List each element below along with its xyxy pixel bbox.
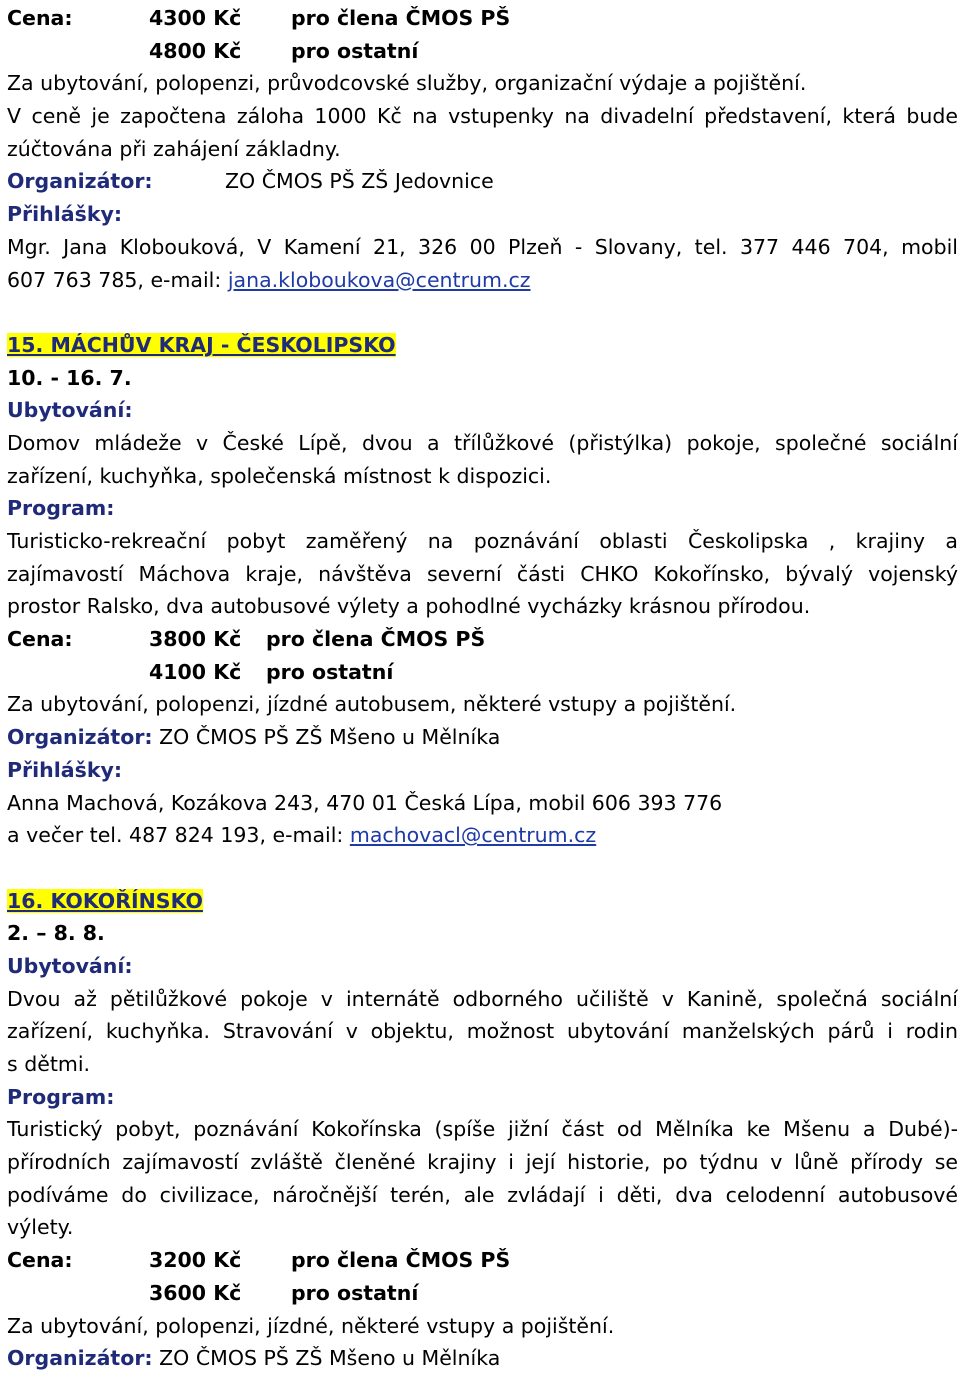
accommodation-label: Ubytování: bbox=[7, 398, 133, 423]
organizer-value: ZO ČMOS PŠ ZŠ Mšeno u Mělníka bbox=[152, 725, 501, 750]
program-line-2: přírodních zajímavostí zvláště členěné krajiny i její historie, po týdnu v lůně přírody se bbox=[7, 1150, 958, 1175]
organizer-row bbox=[7, 165, 958, 198]
cost-note: Za ubytování, polopenzi, průvodcovské služby, organizační výdaje a pojištění. bbox=[7, 71, 807, 96]
accommodation-line-2: zařízení, kuchyňka. Stravování v objektu, možnost ubytování manželských párů i rodin bbox=[7, 1019, 958, 1044]
price-other: 3600 Kč bbox=[149, 1280, 242, 1305]
price-row-member bbox=[7, 2, 958, 35]
cost-note: Za ubytování, polopenzi, jízdné autobusem, některé vstupy a pojištění. bbox=[7, 692, 737, 717]
price-member-note: pro člena ČMOS PŠ bbox=[291, 6, 511, 30]
program-label: Program: bbox=[7, 1084, 115, 1109]
deposit-line-1: V ceně je započtena záloha 1000 Kč na vstupenky na divadelní představení, která bude bbox=[7, 104, 958, 129]
price-label: Cena: bbox=[7, 6, 73, 30]
price-member: 4300 Kč bbox=[149, 6, 242, 30]
program-label: Program: bbox=[7, 496, 115, 521]
price-row-other bbox=[7, 656, 958, 689]
accommodation-line-1: Domov mládeže v České Lípě, dvou a třílůžkové (přistýlka) pokoje, společné sociální bbox=[7, 430, 958, 455]
program-line-3: podíváme do civilizace, náročnější terén, ale zvládají i děti, dva celodenní autobusové bbox=[7, 1182, 958, 1207]
section-title: 15. MÁCHŮV KRAJ - ČESKOLIPSKO bbox=[7, 332, 396, 357]
price-row-member bbox=[7, 1244, 958, 1277]
price-member: 3200 Kč bbox=[149, 1248, 242, 1273]
price-row-member bbox=[7, 623, 958, 656]
price-label: Cena: bbox=[7, 1248, 73, 1273]
program-line-1: Turistický pobyt, poznávání Kokořínska (spíše jižní část od Mělníka ke Mšenu a Dubé)- bbox=[7, 1117, 958, 1142]
price-member: 3800 Kč bbox=[149, 627, 242, 652]
section-dates: 2. – 8. 8. bbox=[7, 921, 105, 946]
organizer-label: Organizátor: bbox=[7, 169, 153, 194]
section-title: 16. KOKOŘÍNSKO bbox=[7, 888, 203, 913]
program-line-1: Turisticko-rekreační pobyt zaměřený na poznávání oblasti Českolipska , krajiny a bbox=[7, 529, 958, 553]
contact-prefix: a večer tel. 487 824 193, e-mail: bbox=[7, 823, 350, 848]
organizer-value: ZO ČMOS PŠ ZŠ Mšeno u Mělníka bbox=[152, 1346, 501, 1371]
applications-label: Přihlášky: bbox=[7, 757, 123, 782]
price-other: 4100 Kč bbox=[149, 659, 242, 684]
price-other-note: pro ostatní bbox=[291, 1280, 419, 1305]
email-link[interactable]: jana.kloboukova@centrum.cz bbox=[227, 267, 531, 292]
accommodation-line-3: s dětmi. bbox=[7, 1052, 91, 1076]
organizer-value: ZO ČMOS PŠ ZŠ Jedovnice bbox=[225, 169, 494, 194]
document-page bbox=[7, 2, 958, 1375]
organizer-label: Organizátor: bbox=[7, 725, 153, 750]
contact-line-2 bbox=[7, 264, 958, 297]
email-link[interactable]: machovacl@centrum.cz bbox=[349, 823, 597, 848]
price-member-note: pro člena ČMOS PŠ bbox=[266, 627, 486, 652]
accommodation-line-1: Dvou až pětilůžkové pokoje v internátě odborného učiliště v Kanině, společná sociální bbox=[7, 986, 958, 1011]
cost-note: Za ubytování, polopenzi, jízdné, některé vstupy a pojištění. bbox=[7, 1313, 615, 1338]
contact-line-2 bbox=[7, 819, 958, 852]
section-15-heading bbox=[7, 329, 958, 362]
section-16-heading bbox=[7, 885, 958, 918]
price-other: 4800 Kč bbox=[149, 38, 242, 63]
program-line-4: výlety. bbox=[7, 1215, 74, 1240]
accommodation-label: Ubytování: bbox=[7, 953, 133, 978]
price-other-note: pro ostatní bbox=[266, 659, 394, 684]
price-other-note: pro ostatní bbox=[291, 38, 419, 63]
price-row-other bbox=[7, 35, 958, 68]
section-dates: 10. - 16. 7. bbox=[7, 365, 132, 390]
contact-line-1: Mgr. Jana Klobouková, V Kamení 21, 326 00 Plzeň - Slovany, tel. 377 446 704, mobil bbox=[7, 234, 958, 259]
contact-prefix: 607 763 785, e-mail: bbox=[7, 267, 228, 292]
accommodation-line-2: zařízení, kuchyňka, společenská místnost k dispozici. bbox=[7, 463, 552, 488]
price-label: Cena: bbox=[7, 627, 73, 652]
program-line-3: prostor Ralsko, dva autobusové výlety a pohodlné vycházky krásnou přírodou. bbox=[7, 594, 811, 619]
program-line-2: zajímavostí Máchova kraje, návštěva severní části CHKO Kokořínsko, bývalý vojenský bbox=[7, 561, 958, 586]
organizer-row bbox=[7, 721, 958, 754]
price-member-note: pro člena ČMOS PŠ bbox=[291, 1248, 511, 1273]
organizer-row bbox=[7, 1342, 958, 1375]
deposit-line-2: zúčtována při zahájení základny. bbox=[7, 136, 341, 161]
price-row-other bbox=[7, 1277, 958, 1310]
contact-line-1: Anna Machová, Kozákova 243, 470 01 Česká Lípa, mobil 606 393 776 bbox=[7, 790, 723, 815]
organizer-label: Organizátor: bbox=[7, 1346, 153, 1371]
applications-label: Přihlášky: bbox=[7, 202, 123, 227]
